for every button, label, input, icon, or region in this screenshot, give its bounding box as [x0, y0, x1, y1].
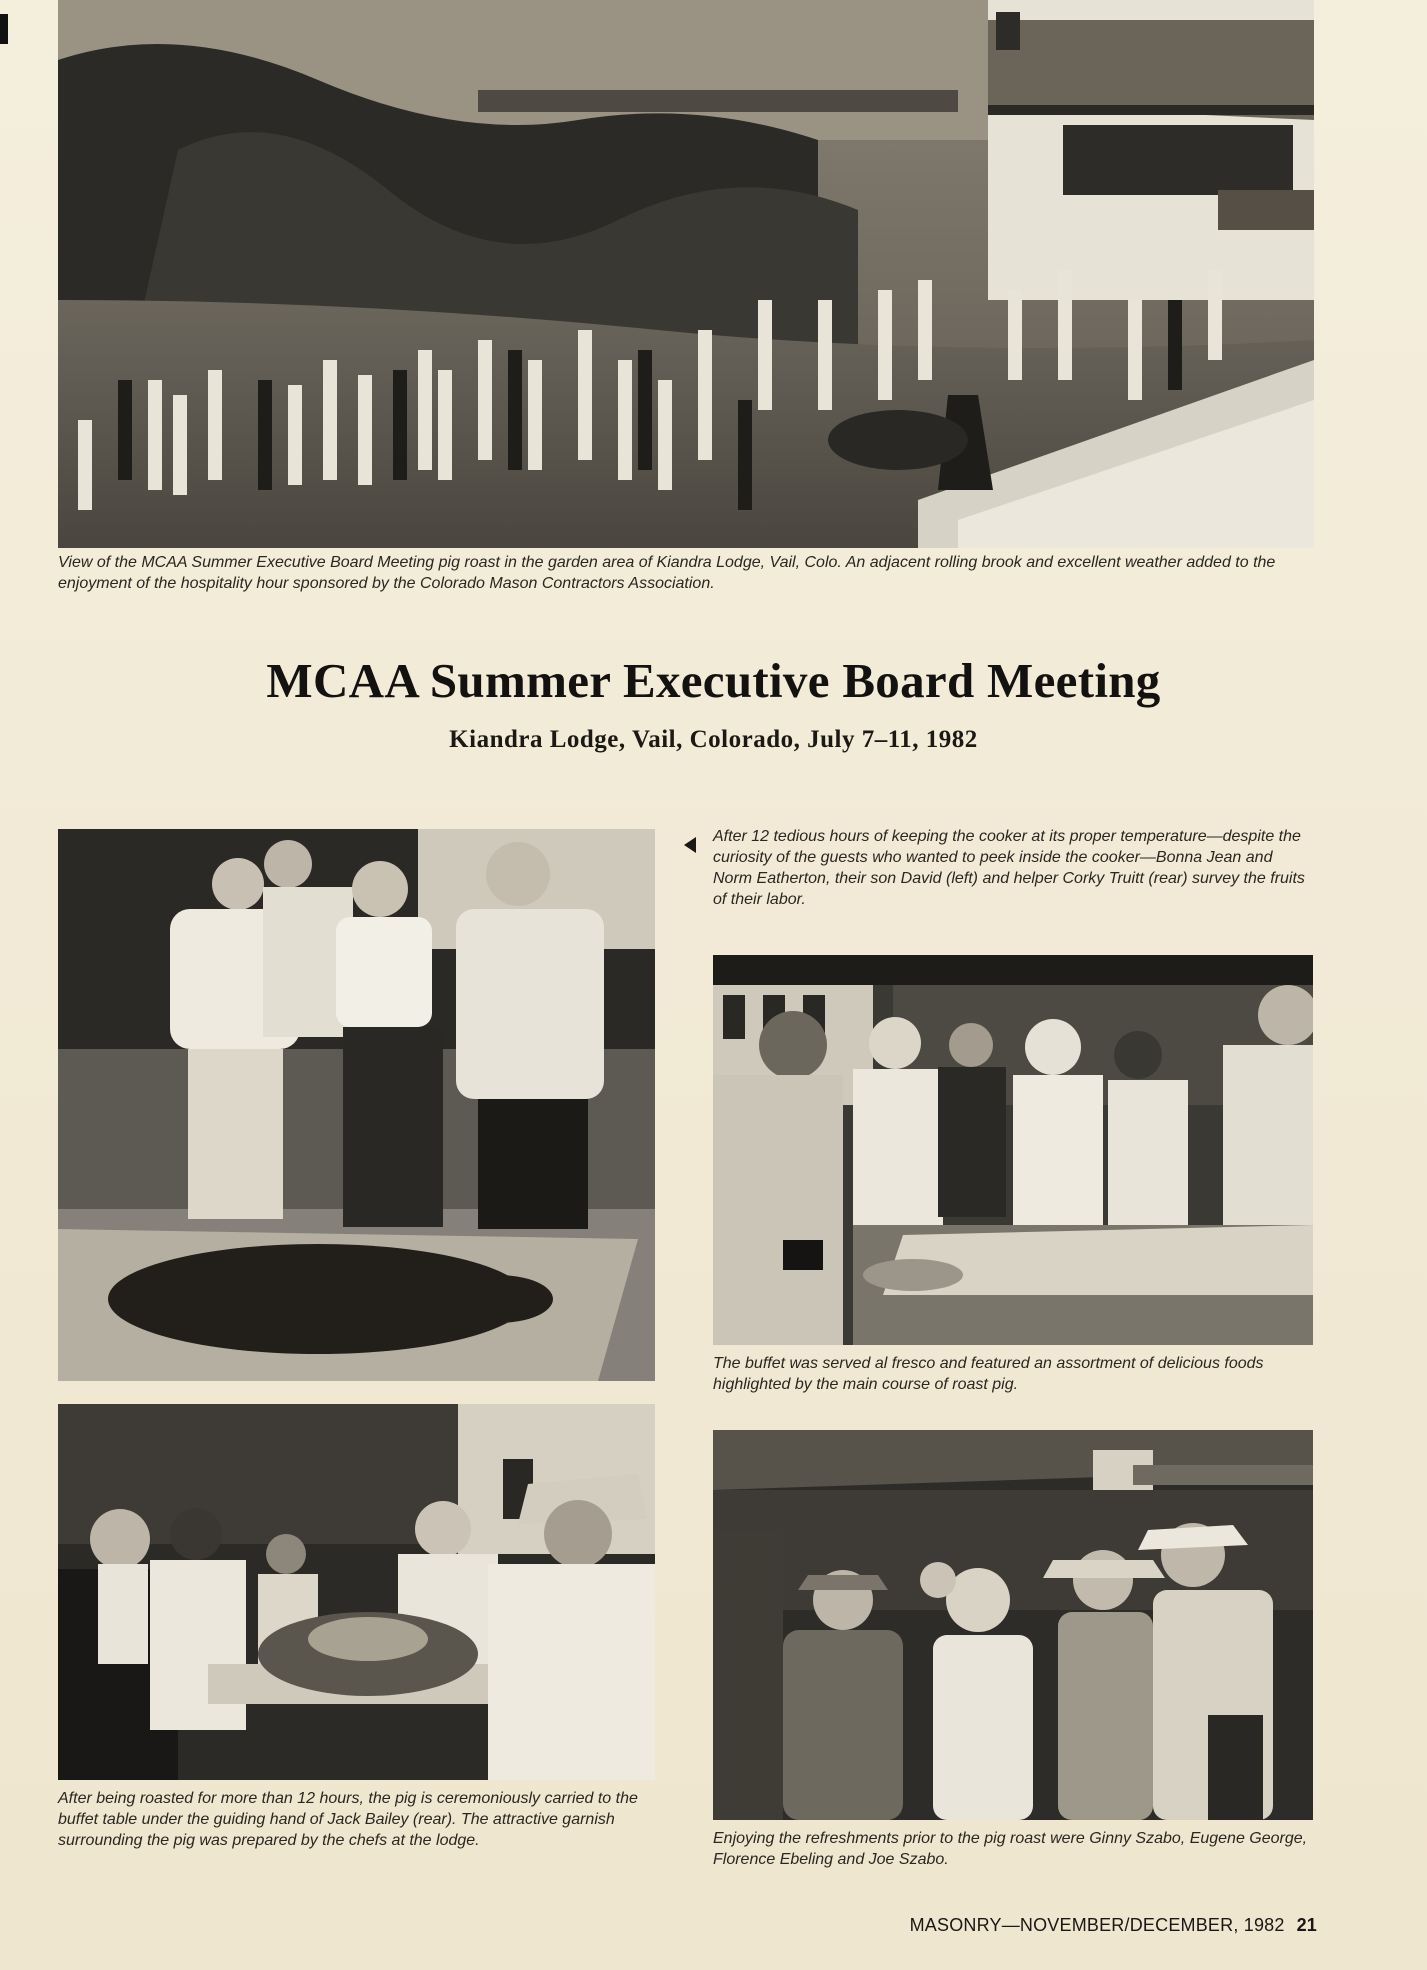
garden-party-photo [58, 0, 1314, 548]
pig-carried-to-buffet-photo [58, 1404, 655, 1780]
pig-carry-caption: After being roasted for more than 12 hours, the pig is ceremoniously carried to the buffet table under the guiding hand of Jack Bailey (rear). The attractive garnish surrounding the pig was prepared by the chefs at the lodge. [58, 1790, 638, 1849]
guests-caption: Enjoying the refreshments prior to the pig roast were Ginny Szabo, Eugene George, Florence Ebeling and Joe Szabo. [713, 1830, 1308, 1868]
page-number: 21 [1296, 1915, 1317, 1935]
cooks-caption: After 12 tedious hours of keeping the cooker at its proper temperature—despite the curiosity of the guests who wanted to peek inside the cooker—Bonna Jean and Norm Eatherton, their son David (left) and helper Corky Truitt (rear) survey the fruits of their labor. [713, 828, 1305, 908]
article-title: MCAA Summer Executive Board Meeting [266, 653, 1161, 708]
garden-party-caption: View of the MCAA Summer Executive Board Meeting pig roast in the garden area of Kiandra Lodge, Vail, Colo. An adjacent rolling brook and excellent weather added to the enjoyment of the hospitality hour sponsored by the Colorado Mason Contractors Association. [58, 554, 1276, 592]
buffet-caption: The buffet was served al fresco and featured an assortment of delicious foods highlighted by the main course of roast pig. [713, 1355, 1264, 1393]
article-subtitle: Kiandra Lodge, Vail, Colorado, July 7–11, 1982 [449, 726, 978, 753]
publication-line: MASONRY—NOVEMBER/DECEMBER, 1982 [909, 1915, 1285, 1935]
page-footer [910, 1915, 1317, 1936]
binding-mark [0, 14, 8, 44]
cooks-with-roast-pig-photo [58, 829, 655, 1381]
guests-refreshments-photo [713, 1430, 1313, 1820]
buffet-photo [713, 955, 1313, 1345]
caption-pointer-arrow [684, 837, 696, 853]
